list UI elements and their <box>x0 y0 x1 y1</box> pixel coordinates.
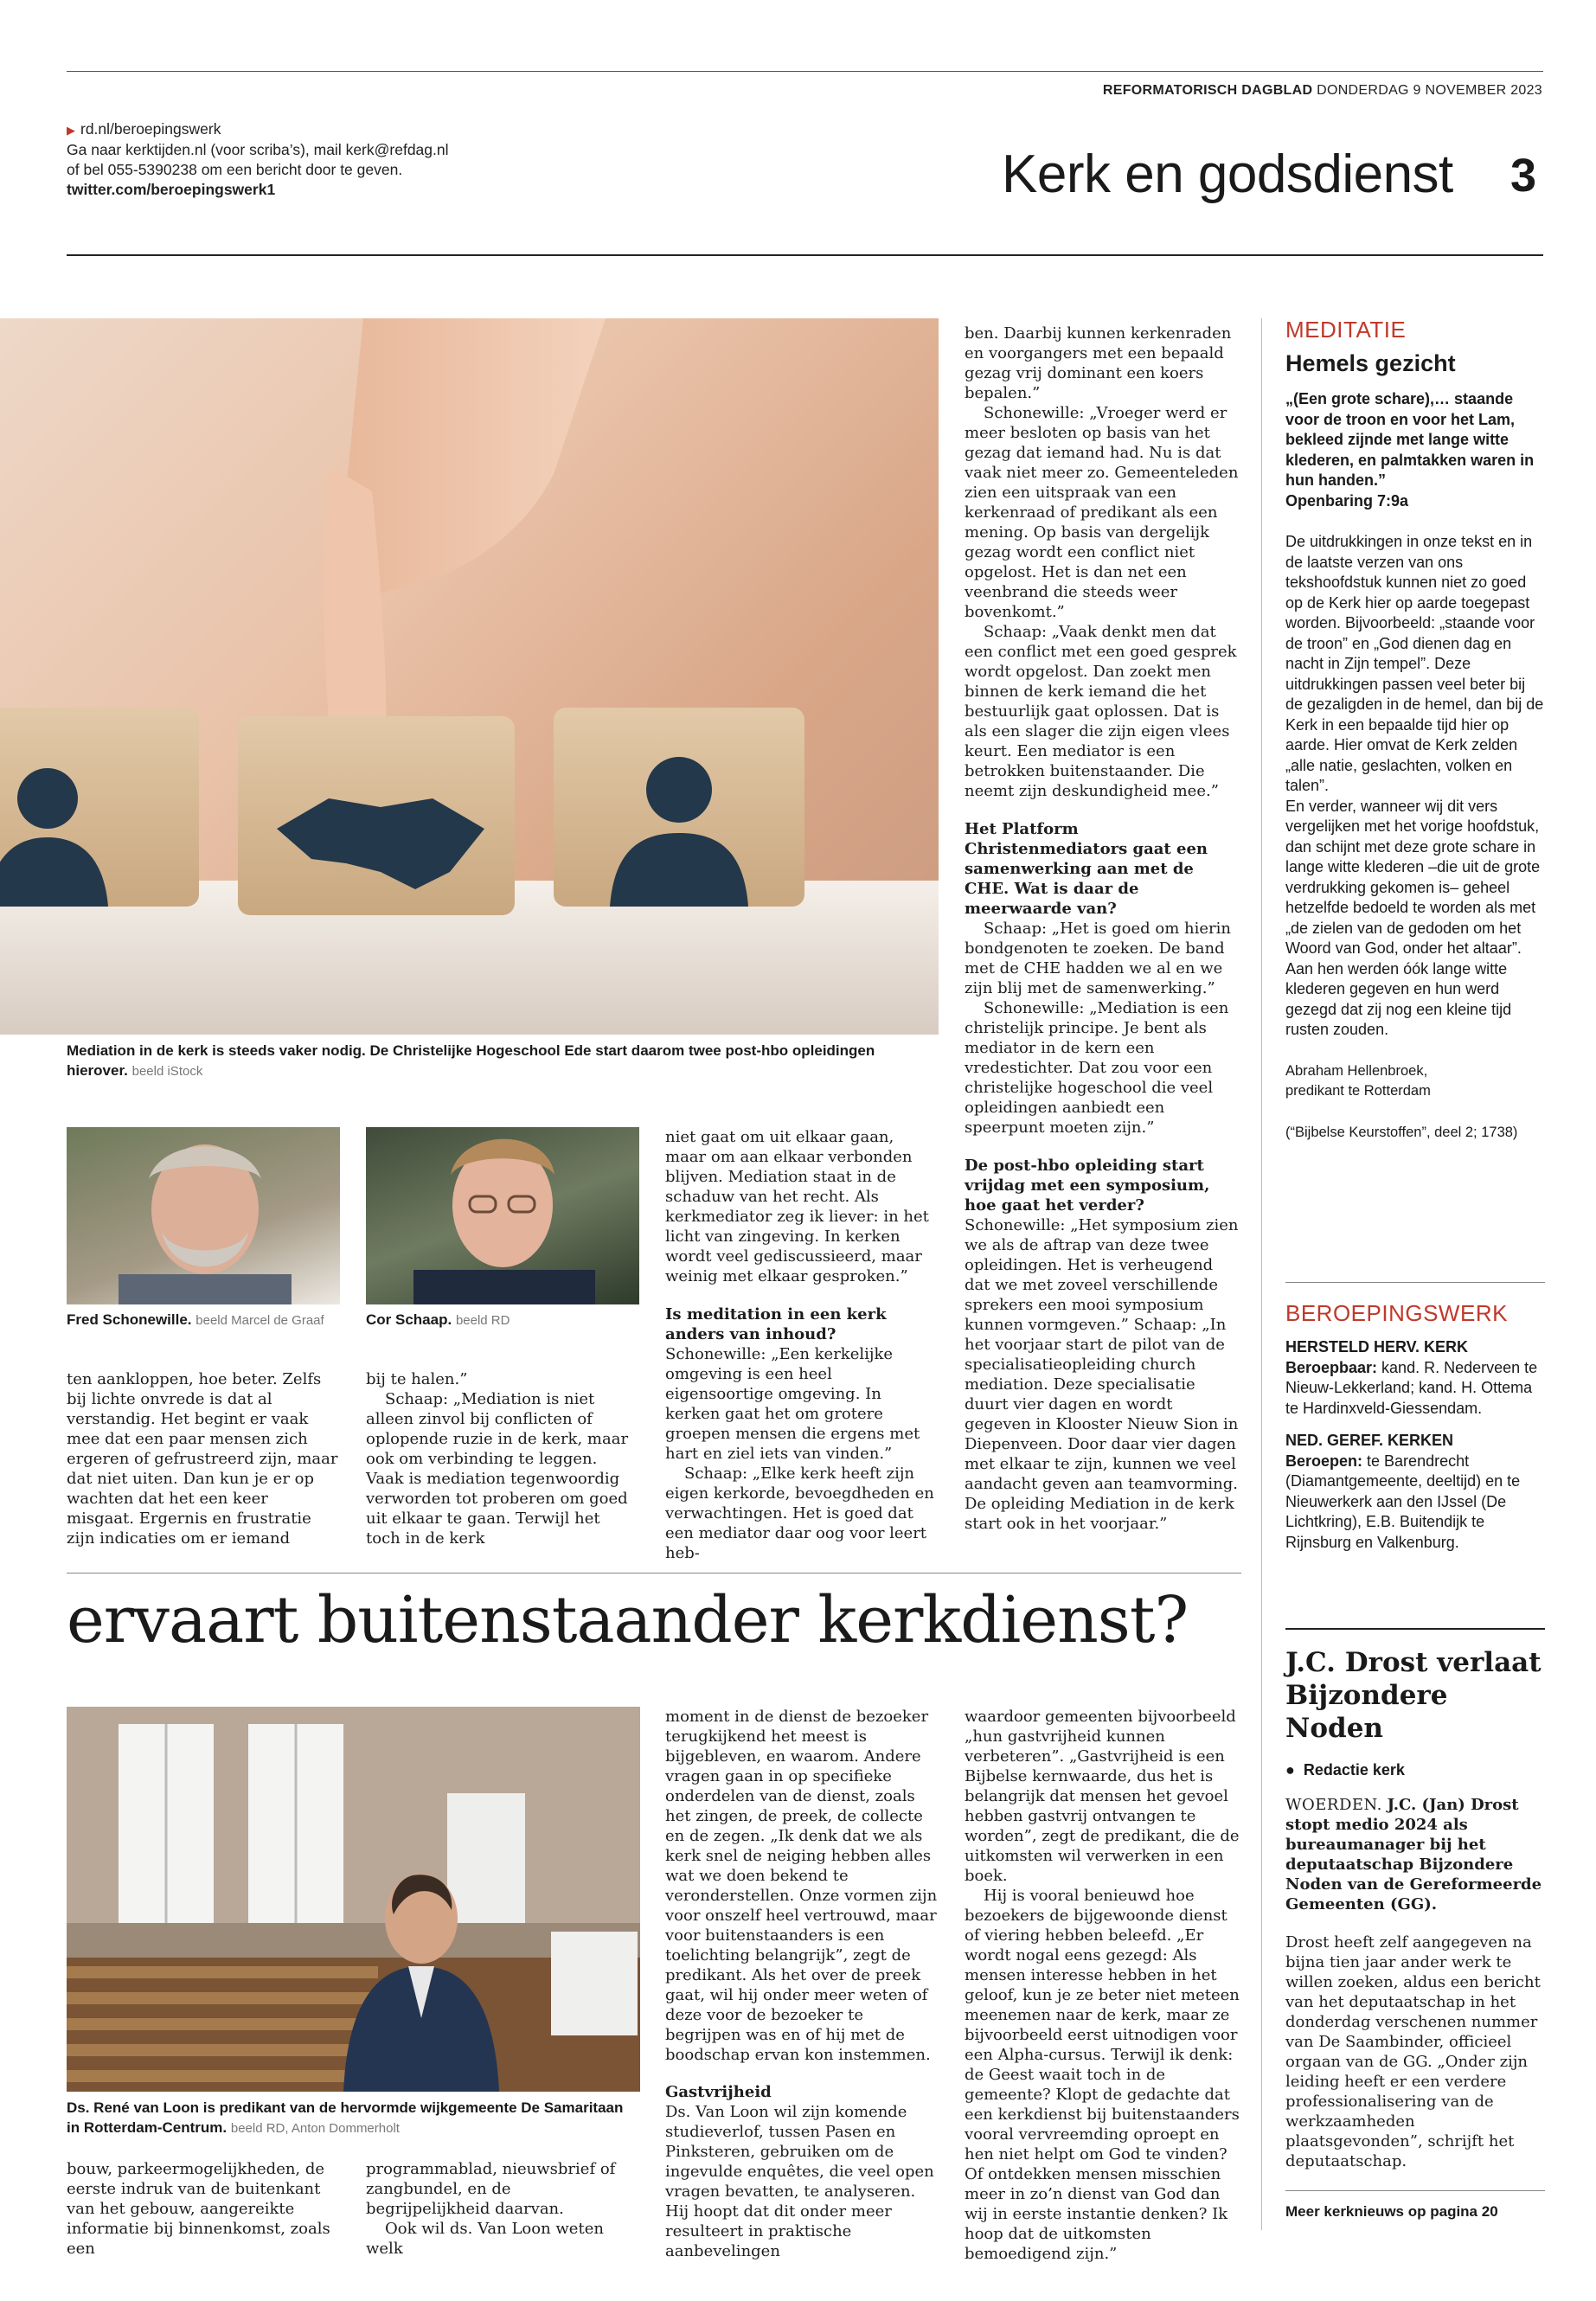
byline-text: Redactie kerk <box>1303 1761 1405 1779</box>
caption-name: Fred Schonewille. <box>67 1311 192 1328</box>
caption-name: Cor Schaap. <box>366 1311 452 1328</box>
wooden-blocks-illustration <box>0 318 939 1035</box>
entry-label: Beroepen: <box>1285 1452 1363 1470</box>
article-column-3 <box>665 1127 939 1563</box>
meditatie-paragraph: En verder, wanneer wij dit vers vergelijken met het vorige hoofdstuk, dan schijnt met deze grote schare in lange witte klederen –die uit de grote verdrukking gekomen is– geheel hetzelfde bedoeld te worden als met „de zielen van de gedoden om het Woord van God, onder het altaar”. Aan hen werden óók lange witte klederen gegeven en hun werd gezegd dat zij nog een kleine tijd rusten zouden. <box>1285 797 1541 1038</box>
caption-text: Mediation in de kerk is steeds vaker nodig. De Christelijke Hogeschool Ede start daarom twee post-hbo opleidingen hierover. <box>67 1042 875 1079</box>
bottom-column-2 <box>366 2159 639 2259</box>
more-news-link[interactable]: Meer kerknieuws op pagina 20 <box>1285 2202 1498 2220</box>
paragraph: bouw, parkeermogelijkheden, de eerste indruk van de buitenkant van het gebouw, aangereikte informatie bij binnenkomst, zoals een <box>67 2160 330 2258</box>
photo-credit: beeld RD <box>455 1313 510 1328</box>
sidebar-rule <box>1285 2190 1545 2191</box>
interview-question: De post-hbo opleiding start vrijdag met een symposium, hoe gaat het verder? <box>965 1157 1210 1215</box>
interview-question: Is meditation in een kerk anders van inhoud? <box>665 1305 887 1343</box>
denomination-heading: NED. GEREF. KERKEN <box>1285 1432 1454 1449</box>
paragraph: Schaap: „Het is goed om hierin bondgenoten te zoeken. De band met de CHE hadden we al en we zijn blij met de samenwerking.” <box>965 920 1231 997</box>
photo-credit: beeld iStock <box>131 1064 203 1079</box>
meditatie-paragraph: De uitdrukkingen in onze tekst en in de laatste verzen van ons tekshoofdstuk kunnen niet zo goed op de Kerk hier op aarde toegepast worden. Bijvoorbeeld: „staande voor de troon” en „God dienen dag en nacht in Zijn tempel”. Deze uitdrukkingen passen veel beter bij de gezaligden in de hemel, dan bij de Kerk in een bepaalde tijd hier op aarde. Hier omvat de Kerk zelden „alle natie, geslachten, volken en talen”. <box>1285 533 1544 794</box>
nav-link[interactable]: rd.nl/beroepingswerk <box>80 120 221 138</box>
bottom-column-4 <box>965 1707 1240 2264</box>
meditatie-box <box>1285 317 1545 1143</box>
photo-credit: beeld Marcel de Graaf <box>195 1313 324 1328</box>
paragraph: bij te halen.” <box>366 1370 468 1388</box>
portrait-fred-schonewille <box>67 1127 340 1304</box>
article-column-1 <box>67 1369 340 1548</box>
paragraph: Schonewille: „Mediation is een christelijk principe. Je bent als mediator in de kern een vredestichter. Dat zou voor een christelijke hogeschool die veel opleidingen aanbiedt een speerpunt moeten zijn.” <box>965 999 1229 1137</box>
paragraph: waardoor gemeenten bijvoorbeeld „hun gastvrijheid kunnen verbeteren”. „Gastvrijheid is een Bijbelse kernwaarde, dus het is belangrijk dat mensen het gevoel hebben gastvrij ontvangen te worden”, zegt de predikant, die de uitkomsten wil verwerken in een boek. <box>965 1708 1240 1885</box>
beroepingswerk-box <box>1285 1300 1545 1553</box>
meditatie-author: Abraham Hellenbroek, <box>1285 1062 1428 1079</box>
entry-text: kand. R. Nederveen te Nieuw-Lekkerland; kand. H. Ottema te Hardinxveld-Giessendam. <box>1285 1358 1538 1417</box>
section-title: Kerk en godsdienst <box>1002 144 1453 204</box>
beroep-entry <box>1285 1452 1545 1554</box>
meditatie-reference: Openbaring 7:9a <box>1285 491 1409 510</box>
paragraph: Schaap: „Elke kerk heeft zijn eigen kerkorde, bevoegdheden en verwachtingen. Het is goed dat een mediator daar oog voor leert heb- <box>665 1465 934 1562</box>
article-column-4 <box>965 324 1240 1534</box>
portrait-cor-schaap <box>366 1127 639 1304</box>
sidebar-rule <box>1285 1282 1545 1283</box>
sidebar-divider <box>1261 318 1262 2230</box>
nav-line: Ga naar kerktijden.nl (voor scriba’s), mail kerk@refdag.nl <box>67 141 449 158</box>
paragraph: programmablad, nieuwsbrief of zangbundel, en de begrijpelijkheid daarvan. <box>366 2160 616 2218</box>
church-illustration <box>67 1707 640 2092</box>
nav-line: of bel 055-5390238 om een bericht door te geven. <box>67 161 403 178</box>
interview-question: Het Platform Christenmediators gaat een samenwerking aan met de CHE. Wat is daar de meerwaarde van? <box>965 820 1208 918</box>
entry-text: te Barendrecht (Diamantgemeente, deeltijd) en te Nieuwerkerk aan den IJssel (De Lichtkring), E.B. Buitendijk te Rijnsburg en Valkenburg. <box>1285 1452 1521 1551</box>
portrait-illustration <box>67 1127 340 1304</box>
drost-headline: J.C. Drost verlaat Bijzondere Noden <box>1285 1647 1542 1744</box>
masthead-date: DONDERDAG 9 NOVEMBER 2023 <box>1317 83 1542 98</box>
paragraph: ten aankloppen, hoe beter. Zelfs bij lichte onvrede is dat al verstandig. Het begint er vaak mee dat een paar mensen zich ergeren of gefrustreerd zijn, maar dat niet uiten. Dan kun je er op wachten dat het een keer misgaat. Ergernis en frustratie zijn indicaties om er iemand <box>67 1370 338 1548</box>
section-nav <box>67 119 449 200</box>
lead-text: J.C. (Jan) Drost stopt medio 2024 als bureaumanager bij het deputaatschap Bijzondere Noden van de Gereformeerde Gemeenten (GG). <box>1285 1795 1542 1913</box>
portrait1-caption <box>67 1310 340 1330</box>
meditatie-kicker: MEDITATIE <box>1285 317 1407 343</box>
paragraph: ben. Daarbij kunnen kerkenraden en voorgangers met een bepaald gezag vrij dominant een koers bepalen.” <box>965 324 1232 402</box>
meditatie-title: Hemels gezicht <box>1285 350 1456 376</box>
photo-credit: beeld RD, Anton Dommerholt <box>230 2121 400 2136</box>
beroepingswerk-kicker: BEROEPINGSWERK <box>1285 1300 1508 1326</box>
header-rule <box>67 254 1543 256</box>
paragraph: Schaap: „Vaak denkt men dat een conflict met een goed gesprek wordt opgelost. Dan zoekt men binnen de kerk iemand die het bestuurlijk gaat oplossen. Dat is als een slager die zijn eigen vlees keurt. Een mediator is een betrokken buitenstaander. Die neemt zijn deskundigheid mee.” <box>965 623 1237 800</box>
paragraph: Ook wil ds. Van Loon weten welk <box>366 2220 604 2258</box>
church-photo-caption <box>67 2098 640 2138</box>
bottom-column-1 <box>67 2159 340 2259</box>
portrait2-caption <box>366 1310 639 1330</box>
story-divider <box>67 1573 1241 1574</box>
subheading: Gastvrijheid <box>665 2083 772 2101</box>
byline <box>1285 1760 1545 1781</box>
drost-lead <box>1285 1795 1545 1914</box>
arrow-icon: ▶ <box>67 124 75 137</box>
paragraph: Hij is vooral benieuwd hoe bezoekers de bijgewoonde dienst of viering hebben beleefd. „Er wordt nogal eens gezegd: Als mensen interesse hebben in het geloof, kun je ze beter niet meteen meenemen naar de kerk, maar ze bijvoorbeeld eerst uitnodigen voor een Alpha-cursus. Terwijl ik denk: de Geest waait toch in de gemeente? Klopt de gedachte dat een kerkdienst bij buitenstaanders vooral vervreemding oproept en hen niet helpt om God te vinden? Of ontdekken mensen misschien meer in zo’n dienst van God dan wij in eerste instantie denken? Ik hoop dat de uitkomsten bemoedigend zijn.” <box>965 1887 1240 2263</box>
denomination-heading: HERSTELD HERV. KERK <box>1285 1338 1469 1356</box>
twitter-link[interactable]: twitter.com/beroepingswerk1 <box>67 181 276 198</box>
bullet-icon: ● <box>1285 1761 1304 1779</box>
entry-label: Beroepbaar: <box>1285 1358 1378 1376</box>
drost-body: Drost heeft zelf aangegeven na bijna tien jaar ander werk te willen zoeken, aldus een bericht van het deputaatschap in het donderdag verschenen nummer van De Saambinder, officieel orgaan van de GG. „Onder zijn leiding heeft er een verdere professionalisering van de werkzaamheden plaatsgevonden”, schrijft het deputaatschap. <box>1285 1932 1541 2170</box>
masthead <box>1103 83 1542 99</box>
top-rule <box>67 71 1543 72</box>
meditatie-source: (“Bijbelse Keurstoffen”, deel 2; 1738) <box>1285 1124 1518 1140</box>
portrait-illustration <box>366 1127 639 1304</box>
caption-text: Ds. René van Loon is predikant van de hervormde wijkgemeente De Samaritaan in Rotterdam-Centrum. <box>67 2099 624 2136</box>
meditatie-author-role: predikant te Rotterdam <box>1285 1083 1431 1099</box>
meditatie-quote: „(Een grote schare),… staande voor de troon en voor het Lam, bekleed zijnde met lange witte klederen, en palmtakken waren in hun handen.” <box>1285 390 1535 489</box>
main-photo <box>0 318 939 1035</box>
paragraph: Schonewille: „Het symposium zien we als de aftrap van deze twee opleidingen. Het is verheugend dat we met zoveel verschillende sprekers een mooi symposium kunnen vormgeven.” Schaap: „In het voorjaar start de pilot van de specialisatieopleiding church mediation. Deze specialisatie duurt vier dagen en wordt gegeven in Klooster Nieuw Sion in Diepenveen. Door daar vier dagen met elkaar te zijn, kunnen we veel aandacht geven aan teamvorming. De opleiding Mediation in de kerk start ook in het voorjaar.” <box>965 1216 1239 1533</box>
paragraph: Schonewille: „Een kerkelijke omgeving is een heel eigensoortige omgeving. In kerken gaat het om grotere groepen mensen die ergens met hart en ziel iets van vinden.” <box>665 1345 920 1463</box>
bottom-column-3 <box>665 1707 939 2261</box>
drost-article <box>1285 1646 1545 2221</box>
bottom-headline: ervaart buitenstaander kerkdienst? <box>67 1583 1189 1657</box>
article-column-2 <box>366 1369 639 1548</box>
paragraph: Schonewille: „Vroeger werd er meer besloten op basis van het gezag dat iemand had. Nu is dat vaak niet meer zo. Gemeenteleden zien een uitspraak van een kerkenraad of predikant als een mening. Op basis van dergelijk gezag wordt een conflict niet opgelost. Het is dan net een veenbrand die steeds weer bovenkomt.” <box>965 404 1239 621</box>
main-photo-caption <box>67 1041 932 1081</box>
page-number: 3 <box>1510 150 1537 202</box>
paragraph: Ds. Van Loon wil zijn komende studieverlof, tussen Pasen en Pinksteren, gebruiken om de ingevulde enquêtes, die veel open vragen bevatten, te analyseren. Hij hoopt dat dit onder meer resulteert in praktische aanbevelingen <box>665 2103 934 2260</box>
beroep-entry <box>1285 1358 1545 1420</box>
paragraph: Schaap: „Mediation is niet alleen zinvol bij conflicten of oplopende ruzie in de kerk, maar ook om verbinding te leggen. Vaak is mediation tegenwoordig verworden tot proberen om goed uit elkaar te gaan. Terwijl het toch in de kerk <box>366 1390 629 1548</box>
dateline: WOERDEN. <box>1285 1795 1382 1814</box>
paragraph: niet gaat om uit elkaar gaan, maar om aan elkaar verbonden blijven. Mediation staat in de schaduw van het recht. Als kerkmediator zeg ik liever: in het licht van zingeving. In kerken wordt veel gediscussieerd, maar weinig met elkaar gesproken.” <box>665 1128 929 1285</box>
church-interior-photo <box>67 1707 640 2092</box>
masthead-title: REFORMATORISCH DAGBLAD <box>1102 83 1313 98</box>
paragraph: moment in de dienst de bezoeker terugkijkend het meest is bijgebleven, en waarom. Andere vragen gaan in op specifieke onderdelen van de dienst, zoals het zingen, de preek, de collecte en de zegen. „Ik denk dat we als kerk snel de neiging hebben alles wat we doen bekend te veronderstellen. Onze vormen zijn voor onszelf heel vertrouwd, maar voor buitenstaanders is een toelichting belangrijk”, zegt de predikant. Als het over de preek gaat, wil hij onder meer weten of deze voor de bezoeker te begrijpen was en of hij met de boodschap ervan kon instemmen. <box>665 1708 938 2064</box>
sidebar-rule <box>1285 1628 1545 1630</box>
